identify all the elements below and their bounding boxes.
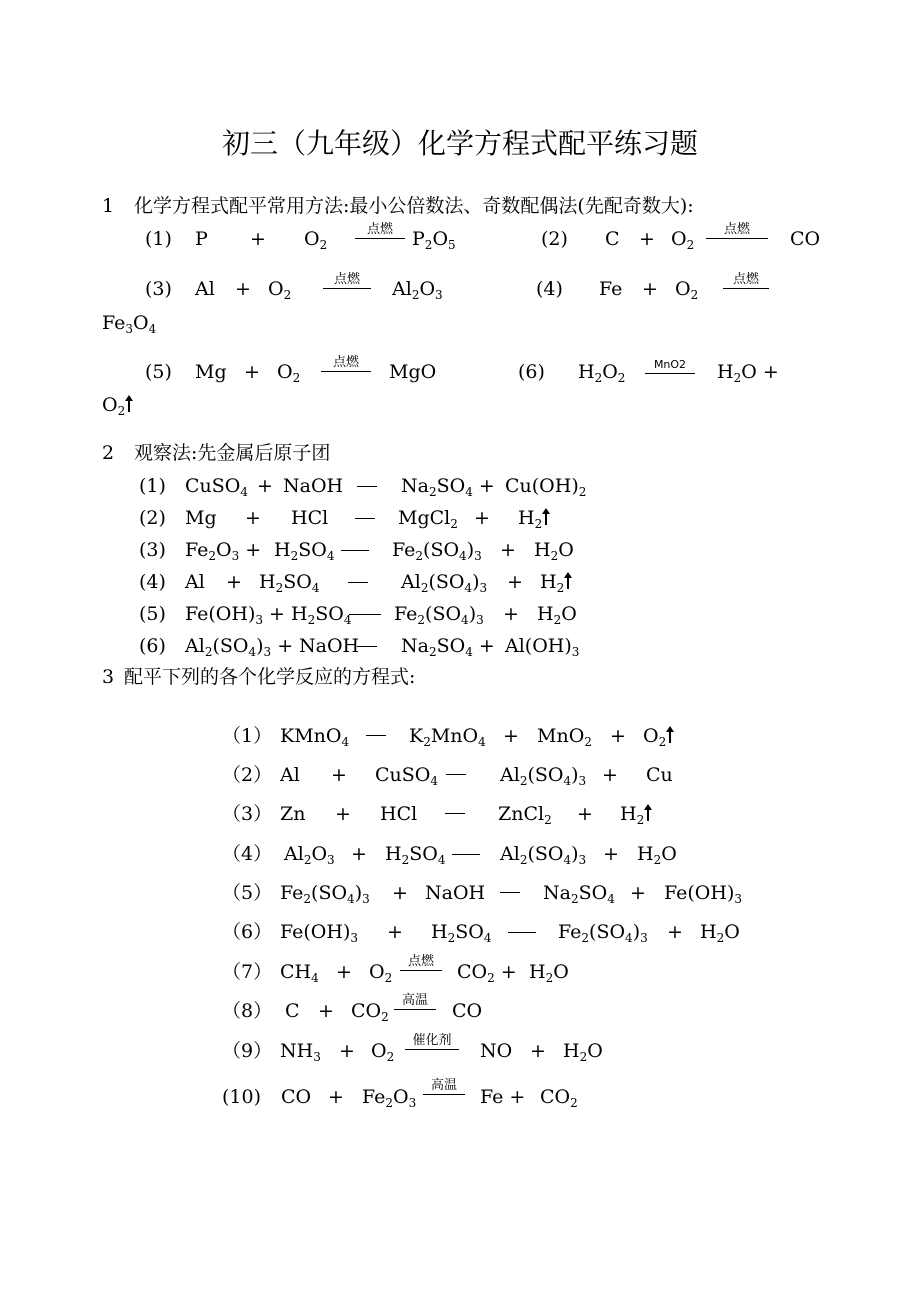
formula: $O_2$ <box>277 361 301 385</box>
formula: $CO_2$ <box>540 1086 578 1110</box>
reaction-dash <box>500 892 520 893</box>
plus: + <box>642 278 658 300</box>
plus: + <box>226 571 242 593</box>
reaction-dash <box>357 486 377 487</box>
formula: $O_2$ <box>369 961 393 985</box>
equation-number: (1) <box>139 475 166 497</box>
condition-label: 点燃 <box>723 273 769 289</box>
condition-label: 点燃 <box>400 955 442 971</box>
formula: $H_2O$ <box>534 539 574 563</box>
formula: Zn <box>280 803 306 825</box>
formula: $NH_3$ <box>280 1040 321 1064</box>
condition-label: 高温 <box>423 1079 465 1095</box>
plus: + <box>474 507 490 529</box>
plus: + <box>257 475 273 497</box>
reaction-dash <box>445 813 465 814</box>
equation-number: (2) <box>139 507 166 529</box>
formula: C <box>605 228 620 250</box>
formula: $Na_2SO_4$ + <box>401 635 495 659</box>
equation-number: (6) <box>518 361 545 383</box>
formula: $Al_2O_3$ <box>392 278 443 302</box>
equation-number: (3) <box>145 278 172 300</box>
equation-number: (4) <box>139 571 166 593</box>
formula: MgCl$_2$ <box>398 507 458 531</box>
equation-number: （3） <box>222 803 273 825</box>
formula: $Fe_2(SO_4)_3$ <box>280 882 370 906</box>
formula: $H_2SO_4$ <box>431 921 492 945</box>
formula: $Fe_2(SO_4)_3$ <box>558 921 648 945</box>
formula: $Al_2(SO_4)_3$ <box>401 571 488 595</box>
formula: NaOH <box>425 882 486 904</box>
up-arrow-icon <box>669 729 671 743</box>
section-2-heading: 观察法:先金属后原子团 <box>134 442 331 464</box>
formula: P <box>195 228 208 250</box>
plus: + <box>250 228 266 250</box>
formula: MnO$_2$ <box>537 725 592 749</box>
formula: Al <box>195 278 215 300</box>
up-arrow-icon <box>567 575 569 589</box>
formula: $Fe(OH)_3$ <box>664 882 742 906</box>
formula: $H_2O$ <box>700 921 740 945</box>
condition-label: 点燃 <box>321 356 371 372</box>
formula: $Fe(OH)_3$ <box>280 921 358 945</box>
plus: + <box>530 1040 546 1062</box>
formula: $Fe(OH)_3 + H_2SO_4$ <box>185 603 352 627</box>
plus: + <box>610 725 626 747</box>
formula: $Fe_2(SO_4)_3$ <box>394 603 484 627</box>
formula: NaOH <box>299 635 360 657</box>
formula: $H_2$ <box>540 570 569 594</box>
page-title: 初三（九年级）化学方程式配平练习题 <box>221 127 698 160</box>
formula: NaOH <box>283 475 344 497</box>
section-3-heading: 配平下列的各个化学反应的方程式: <box>124 666 416 688</box>
plus: + <box>503 603 519 625</box>
formula: $H_2O$ <box>537 603 577 627</box>
formula: $O_2$ <box>675 278 699 302</box>
formula: Mg <box>185 507 217 529</box>
reaction-dash <box>452 854 480 855</box>
formula: $O_2$ <box>102 393 130 417</box>
formula: Al <box>280 764 300 786</box>
formula: $O_2$ <box>304 228 328 252</box>
plus: + <box>244 361 260 383</box>
plus: + <box>328 1086 344 1108</box>
formula: Mg <box>195 361 227 383</box>
reaction-dash <box>357 646 377 647</box>
equation-number: (4) <box>536 278 563 300</box>
formula: $Al_2(SO_4)_3$ <box>500 843 587 867</box>
plus: + <box>336 961 352 983</box>
plus: + <box>245 507 261 529</box>
formula: $Al_2O_3$ <box>284 843 335 867</box>
catalyst-label: MnO2 <box>645 358 695 374</box>
plus: + <box>500 539 516 561</box>
formula: $O_2$ <box>268 278 292 302</box>
plus: + <box>387 921 403 943</box>
plus: + <box>392 882 408 904</box>
formula: $CH_4$ <box>280 961 319 985</box>
plus: + <box>577 803 593 825</box>
catalyst-label: 催化剂 <box>405 1034 459 1050</box>
formula: Fe + <box>480 1086 526 1108</box>
equation-number: (5) <box>145 361 172 383</box>
formula: $Al_2(SO_4)_3$ <box>500 764 587 788</box>
formula: $Na_2SO_4$ + <box>401 475 495 499</box>
condition-label: 点燃 <box>706 223 768 239</box>
formula: $H_2O$ <box>637 843 677 867</box>
plus: + <box>507 571 523 593</box>
reaction-dash <box>349 614 381 615</box>
up-arrow-icon <box>128 398 130 412</box>
reaction-dash <box>446 774 466 775</box>
formula: $H_2O_2$ <box>578 361 626 385</box>
equation-number: (2) <box>541 228 568 250</box>
reaction-dash <box>341 550 369 551</box>
plus: + <box>603 843 619 865</box>
formula: $CO_2$ + <box>457 961 517 985</box>
formula: $O_2$ <box>643 724 671 748</box>
formula: Cu <box>646 764 673 786</box>
plus: + <box>235 278 251 300</box>
formula: NO <box>480 1040 513 1062</box>
plus: + <box>339 1040 355 1062</box>
plus: + <box>602 764 618 786</box>
plus: + <box>667 921 683 943</box>
formula: CO <box>452 1000 483 1022</box>
formula: $H_2$ <box>518 506 547 530</box>
section-1-heading: 化学方程式配平常用方法:最小公倍数法、奇数配偶法(先配奇数大): <box>134 195 694 217</box>
equation-number: （4） <box>222 843 273 865</box>
formula: $K_2MnO_4$ <box>409 725 486 749</box>
formula: HCl <box>291 507 329 529</box>
equation-number: （8） <box>222 1000 273 1022</box>
condition-label: 高温 <box>394 994 436 1010</box>
section-2-number: 2 <box>102 442 115 464</box>
equation-number: (10) <box>222 1086 262 1108</box>
formula: $Fe_2O_3$ <box>362 1086 417 1110</box>
formula: $Al_2(SO_4)_3$ + <box>185 635 294 659</box>
plus: + <box>351 843 367 865</box>
formula: CuSO$_4$ <box>185 475 249 499</box>
section-3-number: 3 <box>102 666 115 688</box>
condition-label: 点燃 <box>355 223 405 239</box>
formula: KMnO$_4$ <box>280 725 350 749</box>
formula: MgO <box>389 361 437 383</box>
equation-number: （6） <box>222 921 273 943</box>
formula: $O_2$ <box>371 1040 395 1064</box>
formula: CuSO$_4$ <box>375 764 439 788</box>
formula: CO <box>790 228 821 250</box>
formula: $Al(OH)_3$ <box>505 635 580 659</box>
condition-label: 点燃 <box>323 273 371 289</box>
reaction-dash <box>348 582 368 583</box>
up-arrow-icon <box>647 807 649 821</box>
plus: + <box>630 882 646 904</box>
reaction-dash <box>508 932 536 933</box>
formula: $Fe_3O_4$ <box>102 312 157 336</box>
plus: + <box>331 764 347 786</box>
equation-number: (3) <box>139 539 166 561</box>
formula: $H_2SO_4$ <box>259 571 320 595</box>
formula: HCl <box>380 803 418 825</box>
formula: $Na_2SO_4$ <box>543 882 615 906</box>
plus: + <box>639 228 655 250</box>
equation-number: (6) <box>139 635 166 657</box>
section-1-number: 1 <box>102 195 115 217</box>
formula: $H_2SO_4$ <box>274 539 335 563</box>
equation-number: （7） <box>222 961 273 983</box>
formula: $Fe_2(SO_4)_3$ <box>392 539 482 563</box>
formula: $H_2O$ + <box>717 361 779 385</box>
equation-number: (5) <box>139 603 166 625</box>
reaction-dash <box>366 735 386 736</box>
plus: + <box>318 1000 334 1022</box>
formula: $H_2O$ <box>529 961 569 985</box>
equation-number: (1) <box>145 228 172 250</box>
formula: C <box>285 1000 300 1022</box>
equation-number: （1） <box>222 725 273 747</box>
formula: $Fe_2O_3$ + <box>185 539 262 563</box>
formula: Fe <box>599 278 623 300</box>
equation-number: （9） <box>222 1040 273 1062</box>
equation-number: （2） <box>222 764 273 786</box>
formula: $O_2$ <box>671 228 695 252</box>
up-arrow-icon <box>545 511 547 525</box>
equation-number: （5） <box>222 882 273 904</box>
formula: CO <box>281 1086 312 1108</box>
plus: + <box>503 725 519 747</box>
formula: $P_2O_5$ <box>412 228 456 252</box>
reaction-dash <box>355 518 375 519</box>
formula: $CO_2$ <box>351 1000 389 1024</box>
formula: $Cu(OH)_2$ <box>505 475 587 499</box>
formula: ZnCl$_2$ <box>498 803 552 827</box>
plus: + <box>335 803 351 825</box>
formula: Al <box>185 571 205 593</box>
formula: $H_2SO_4$ <box>385 843 446 867</box>
formula: $H_2O$ <box>563 1040 603 1064</box>
formula: $H_2$ <box>620 802 649 826</box>
